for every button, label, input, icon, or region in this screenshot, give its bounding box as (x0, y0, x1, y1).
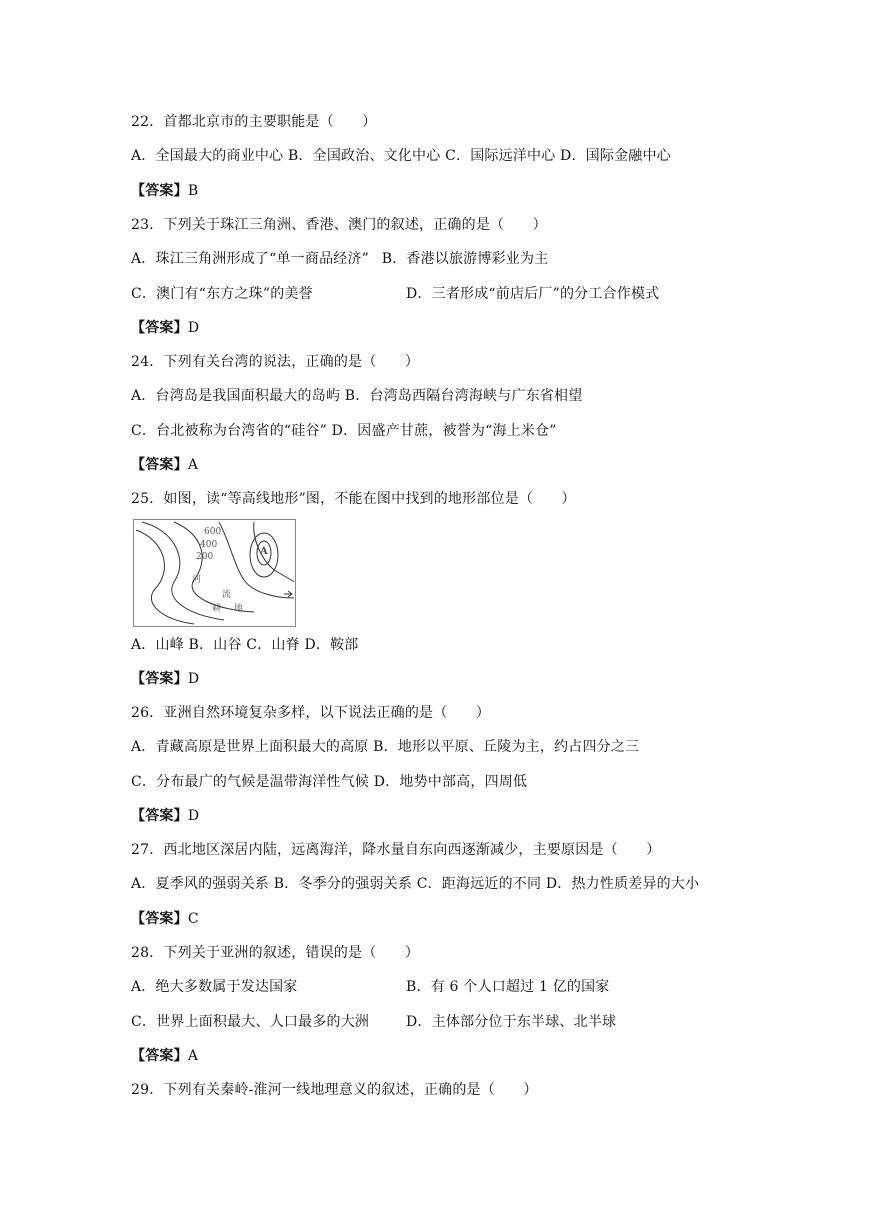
question-22-stem: 22．首都北京市的主要职能是（ ） (131, 114, 377, 130)
question-24-options-row2: C．台北被称为台湾省的“硅谷” D．因盛产甘蔗，被誉为“海上米仓” (131, 423, 557, 439)
question-24-options-row1: A．台湾岛是我国面积最大的岛屿 B．台湾岛西隔台湾海峡与广东省相望 (131, 388, 583, 404)
answer-label: 【答案】 (131, 911, 188, 927)
question-22-options: A．全国最大的商业中心 B．全国政治、文化中心 C．国际远洋中心 D．国际金融中心 (131, 148, 671, 164)
question-29-stem: 29．下列有关秦岭-淮河一线地理意义的叙述，正确的是（ ） (131, 1082, 538, 1098)
question-26-stem: 26．亚洲自然环境复杂多样，以下说法正确的是（ ） (131, 705, 491, 721)
question-25-answer (131, 669, 199, 689)
question-23-answer (131, 318, 199, 338)
option-d: D．主体部分位于东半球、北半球 (406, 1014, 617, 1030)
label-farmland-2: 地 (234, 604, 244, 614)
option-d: D．三者形成“前店后厂”的分工合作模式 (406, 286, 660, 302)
question-26-answer (131, 806, 199, 826)
answer-value: D (187, 320, 200, 336)
option-b: B．香港以旅游博彩业为主 (381, 251, 549, 267)
question-26-options-row2: C．分布最广的气候是温带海洋性气候 D．地势中部高，四周低 (131, 774, 528, 790)
answer-value: A (187, 1048, 199, 1064)
answer-label: 【答案】 (131, 1048, 188, 1064)
question-27-answer (131, 909, 199, 929)
question-25-stem: 25．如图，读“等高线地形”图，不能在图中找到的地形部位是（ ） (131, 491, 576, 507)
label-river-2: 流 (222, 590, 232, 600)
contour-map-figure (133, 519, 296, 627)
answer-value: C (187, 911, 199, 927)
question-22-answer (131, 181, 198, 201)
question-28-answer (131, 1046, 198, 1066)
question-26-options-row1: A．青藏高原是世界上面积最大的高原 B．地形以平原、丘陵为主，约占四分之三 (131, 739, 640, 755)
option-a: A．绝大多数属于发达国家 (131, 979, 298, 995)
question-28-stem: 28．下列关于亚洲的叙述，错误的是（ ） (131, 945, 420, 961)
contour-label-200: 200 (196, 552, 214, 562)
answer-label: 【答案】 (131, 320, 188, 336)
question-24-answer (131, 455, 198, 475)
option-c: C．世界上面积最大、人口最多的大洲 (131, 1014, 370, 1030)
answer-label: 【答案】 (131, 457, 188, 473)
answer-value: A (187, 457, 199, 473)
contour-label-600: 600 (204, 527, 222, 537)
label-river-1: 河 (192, 575, 202, 585)
option-a: A．珠江三角洲形成了“单一商品经济” (131, 251, 370, 267)
answer-label: 【答案】 (131, 671, 188, 687)
answer-value: B (187, 183, 199, 199)
answer-value: D (187, 808, 200, 824)
contour-label-400: 400 (200, 540, 218, 550)
question-27-options: A．夏季风的强弱关系 B．冬季分的强弱关系 C．距海远近的不同 D．热力性质差异的大小 (131, 876, 700, 892)
answer-value: D (187, 671, 200, 687)
question-23-options-row1 (131, 249, 548, 269)
question-23-options-row2 (131, 284, 660, 304)
question-27-stem: 27．西北地区深居内陆，远离海洋，降水量自东向西逐渐减少，主要原因是（ ） (131, 842, 661, 858)
question-28-options-row1 (131, 977, 610, 997)
question-23-stem: 23．下列关于珠江三角洲、香港、澳门的叙述，正确的是（ ） (131, 217, 547, 233)
question-25-options: A．山峰 B．山谷 C．山脊 D．鞍部 (131, 637, 359, 653)
answer-label: 【答案】 (131, 183, 188, 199)
answer-label: 【答案】 (131, 808, 188, 824)
option-b: B．有 6 个人口超过 1 亿的国家 (406, 979, 610, 995)
question-24-stem: 24．下列有关台湾的说法，正确的是（ ） (131, 354, 420, 370)
question-28-options-row2 (131, 1012, 617, 1032)
option-c: C．澳门有“东方之珠”的美誉 (131, 286, 313, 302)
label-farmland-1: 耕 (212, 604, 222, 614)
peak-symbol: A (260, 546, 268, 557)
